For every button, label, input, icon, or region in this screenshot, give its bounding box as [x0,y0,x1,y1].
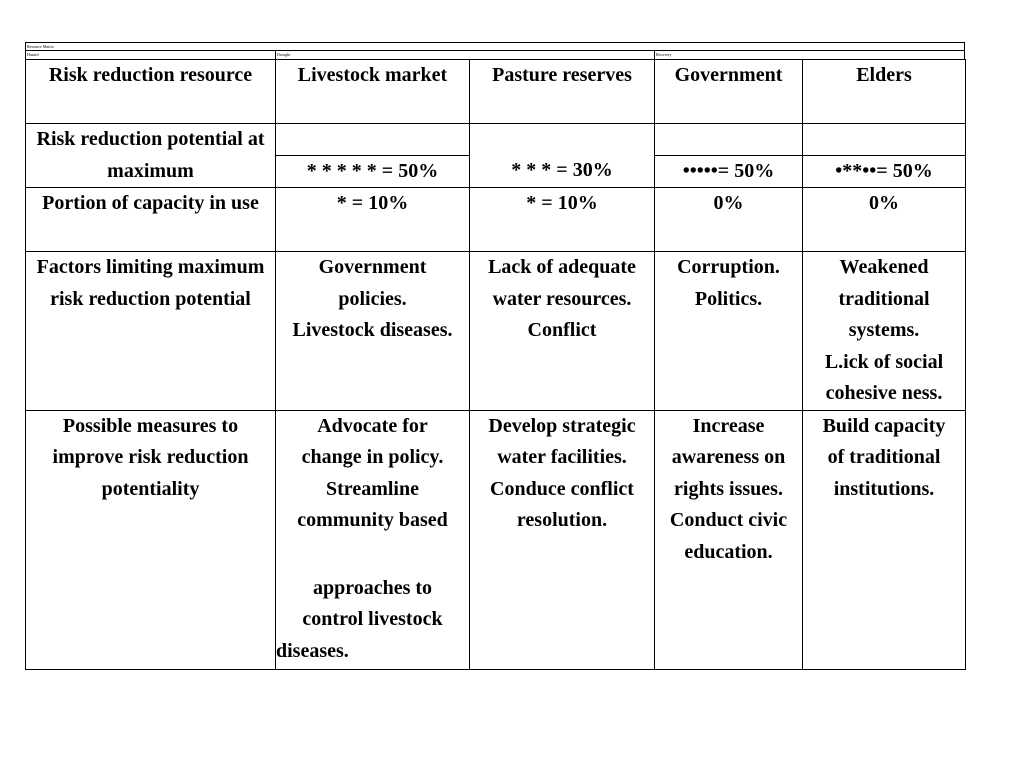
recovery-label: Recovery [656,52,672,57]
header-resource: Risk reduction resource [26,60,276,124]
measures-pasture: Develop strategic water facilities. Conduce conflict resolution. [470,410,655,669]
matrix-title: Resource Matrix [27,44,54,49]
header-row [26,60,966,124]
header-government: Government [655,60,803,124]
measures-livestock: Advocate for change in policy. Streamline community based approaches to control livestock diseases. [276,410,470,669]
potential-elders-cell [803,124,966,188]
potential-pasture: * * * = 30% [511,159,613,181]
capacity-label: Portion of capacity in use [26,188,276,252]
hazard-label: Hazard [27,52,39,57]
factors-livestock: Government policies. Livestock diseases. [276,252,470,411]
factors-label: Factors limiting maximum risk reduction potential [26,252,276,411]
header-livestock: Livestock market [276,60,470,124]
factors-government: Corruption. Politics. [655,252,803,411]
matrix-title-strip [25,42,965,50]
drought-label: Drought [277,52,291,57]
header-elders: Elders [803,60,966,124]
capacity-row [26,188,966,252]
capacity-government: 0% [655,188,803,252]
potential-label: Risk reduction potential at maximum [26,124,276,188]
measures-elders: Build capacity of traditional institutions. [803,410,966,669]
header-pasture: Pasture reserves [470,60,655,124]
capacity-livestock: * = 10% [276,188,470,252]
potential-livestock-cell [276,124,470,188]
potential-row [26,124,966,188]
potential-government: •••••= 50% [682,160,775,182]
factors-row [26,252,966,411]
factors-elders: Weakened traditional systems. L.ick of social cohesive ness. [803,252,966,411]
capacity-elders: 0% [803,188,966,252]
measures-government: Increase awareness on rights issues. Conduct civic education. [655,410,803,669]
potential-government-cell [655,124,803,188]
potential-pasture-cell [470,124,655,188]
potential-elders: •**••= 50% [835,160,933,182]
factors-pasture: Lack of adequate water resources. Conflict [470,252,655,411]
hazard-strip [25,50,965,59]
resource-matrix [25,42,965,670]
measures-label: Possible measures to improve risk reduction potentiality [26,410,276,669]
potential-livestock: * * * * * = 50% [306,160,439,182]
measures-row [26,410,966,669]
capacity-pasture: * = 10% [470,188,655,252]
matrix-table [25,59,966,670]
